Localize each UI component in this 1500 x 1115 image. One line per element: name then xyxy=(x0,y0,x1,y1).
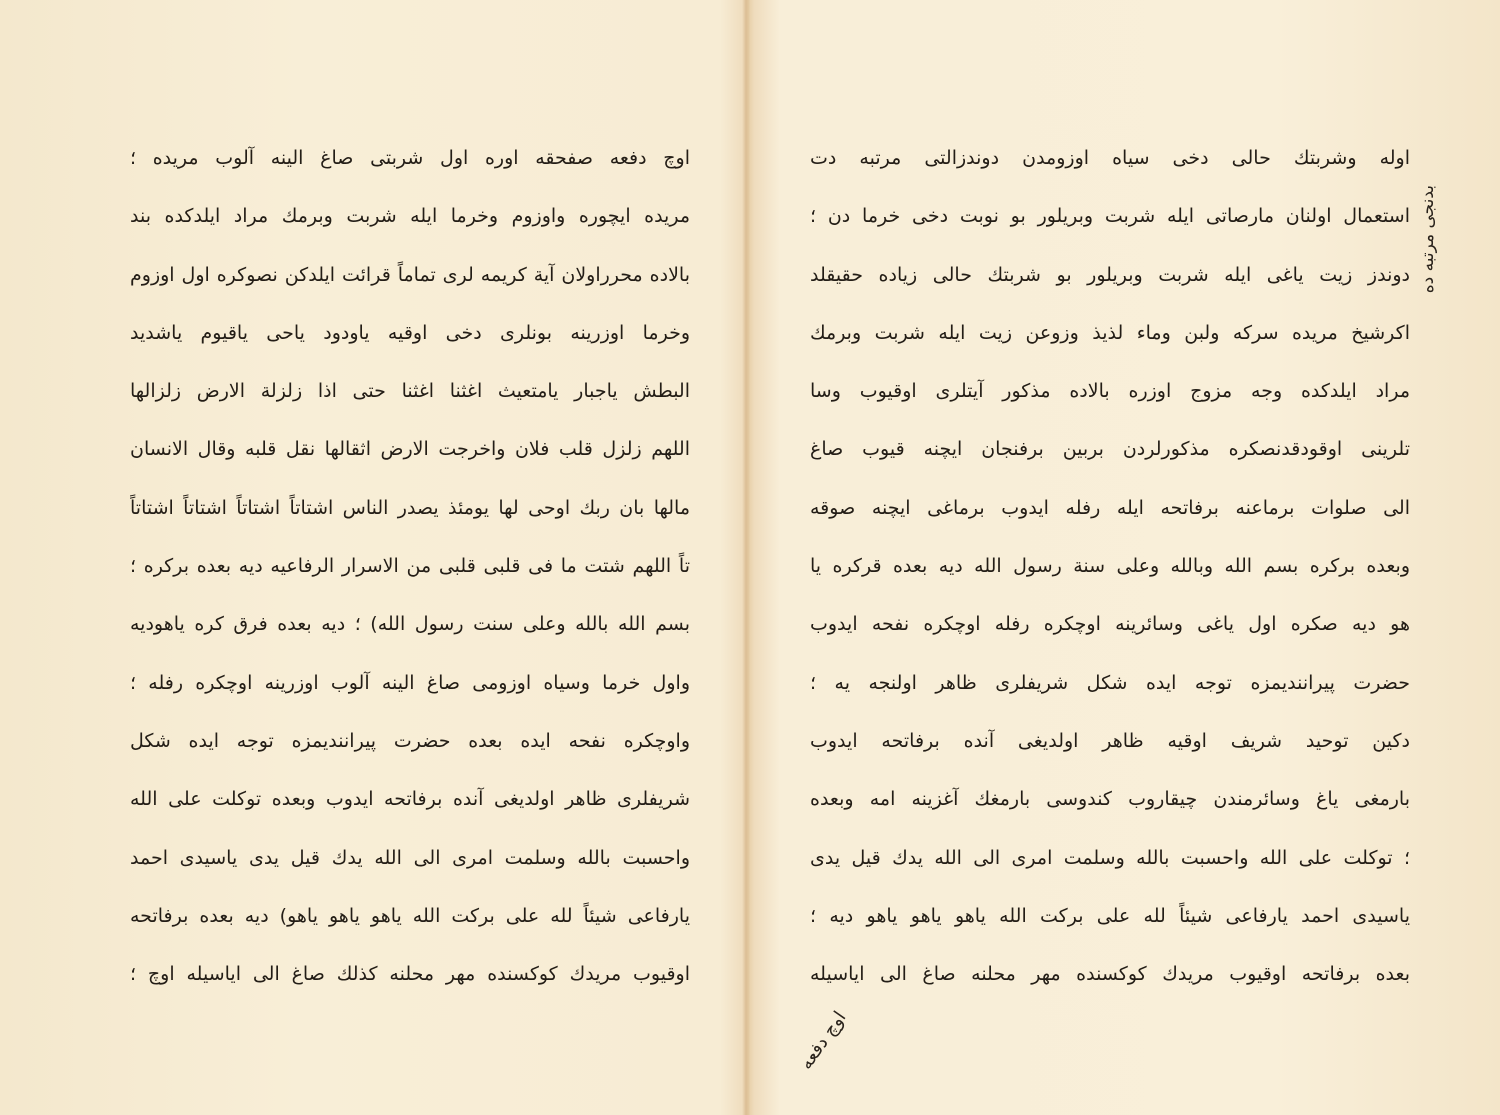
text-line: بارمغی یاغ وسائرمندن چیقاروب کندوسی بارمغك آغزینه امه وبعده xyxy=(810,788,1410,811)
text-line: الی صلوات برماعنه برفاتحه ایله رفله ایدوب برماغی ایچنه صوقه xyxy=(810,496,1410,519)
text-line: اوچ دفعه صفحقه اوره اول شربتی صاغ الینه آلوب مریده ؛ xyxy=(130,147,690,169)
right-page xyxy=(750,0,1500,1115)
text-line: بالاده محرراولان آیة کریمه لری تماماً قرائت ایلدکن نصوکره اول اوزوم xyxy=(130,263,690,286)
text-line: وبعده برکره بسم الله وبالله وعلی سنة رسول الله دیه بعده قرکره یا xyxy=(810,555,1410,578)
text-line: بسم الله بالله وعلی سنت رسول الله) ؛ دیه بعده فرق کره یاهودیه xyxy=(130,613,690,636)
text-line: اللهم زلزل قلب فلان واخرجت الارض اثقالها نقل قلبه وقال الانسان xyxy=(130,438,690,461)
text-line: اکرشیخ مریده سرکه ولبن وماء لذیذ وزوعن زیت ایله شربت وبرمك xyxy=(810,321,1410,344)
margin-note: بدنجی مرتبه ده xyxy=(1418,185,1438,294)
left-text-block xyxy=(130,136,690,1010)
text-line: اوله وشربتك حالی دخی سیاه اوزومدن دوندزالتی مرتبه دت xyxy=(810,147,1410,169)
text-line: واول خرما وسیاه اوزومی صاغ الینه آلوب اوزرینه اوچکره رفله ؛ xyxy=(130,671,690,694)
text-line: واحسبت بالله وسلمت امری الی الله یدك قیل یدی یاسیدی احمد xyxy=(130,846,690,869)
text-line: حضرت پیرانندیمزه توجه ایده شکل شریفلری ظاهر اولنجه یه ؛ xyxy=(810,671,1410,694)
text-line: واوچکره نفحه ایده بعده حضرت پیرانندیمزه توجه ایده شکل xyxy=(130,729,690,752)
text-line: مالها بان ربك اوحی لها یومئذ یصدر الناس اشتاتاً اشتاتاً اشتاتاً اشتاتاً xyxy=(130,496,690,519)
text-line: یارفاعی شیئاً لله علی برکت الله یاهو یاهو یاهو) دیه بعده برفاتحه xyxy=(130,904,690,927)
text-line: ؛ توکلت علی الله واحسبت بالله وسلمت امری الی الله یدك قیل یدی xyxy=(810,846,1410,869)
text-line: دوندز زیت یاغی ایله شربت وبریلور بو شربتك حالی زیاده حقیقلد xyxy=(810,263,1410,286)
text-line: بعده برفاتحه اوقیوب مریدك کوکسنده مهر محلنه صاغ الی ایاسیله xyxy=(810,963,1410,986)
text-line: مراد ایلدکده وجه مزوج اوزره بالاده مذکور آیتلری اوقیوب وسا xyxy=(810,380,1410,403)
text-line: اوقیوب مریدك کوکسنده مهر محلنه کذلك صاغ الی ایاسیله اوچ ؛ xyxy=(130,963,690,986)
text-line: وخرما اوزرینه بونلری دخی اوقیه یاودود یاحی یاقیوم یاشدید xyxy=(130,321,690,344)
text-line: هو دیه صکره اول یاغی وسائرینه اوچکره رفله اوچکره نفحه ایدوب xyxy=(810,613,1410,636)
catchword: اوچ دفعه xyxy=(795,1007,851,1074)
text-line: مریده ایچوره واوزوم وخرما ایله شربت وبرمك مراد ایلدکده بند xyxy=(130,205,690,228)
text-line: استعمال اولنان مارصاتی ایله شربت وبریلور بو نوبت دخی خرما دن ؛ xyxy=(810,205,1410,228)
right-text-block xyxy=(810,136,1410,1010)
text-line: دکین توحید شریف اوقیه ظاهر اولدیغی آنده برفاتحه ایدوب xyxy=(810,729,1410,752)
text-line: البطش یاجبار یامتعیث اغثنا اغثنا حتی اذا زلزلة الارض زلزالها xyxy=(130,380,690,403)
text-line: شریفلری ظاهر اولدیغی آنده برفاتحه ایدوب وبعده توکلت علی الله xyxy=(130,788,690,811)
text-line: تاً اللهم شتت ما فی قلبی قلبی من الاسرار الرفاعیه دیه بعده برکره ؛ xyxy=(130,555,690,578)
text-line: یاسیدی احمد یارفاعی شیئاً لله علی برکت الله یاهو یاهو یاهو دیه ؛ xyxy=(810,904,1410,927)
left-page xyxy=(0,0,745,1115)
text-line: تلرینی اوقودقدنصکره مذکورلردن بربین برفنجان ایچنه قیوب صاغ xyxy=(810,438,1410,461)
